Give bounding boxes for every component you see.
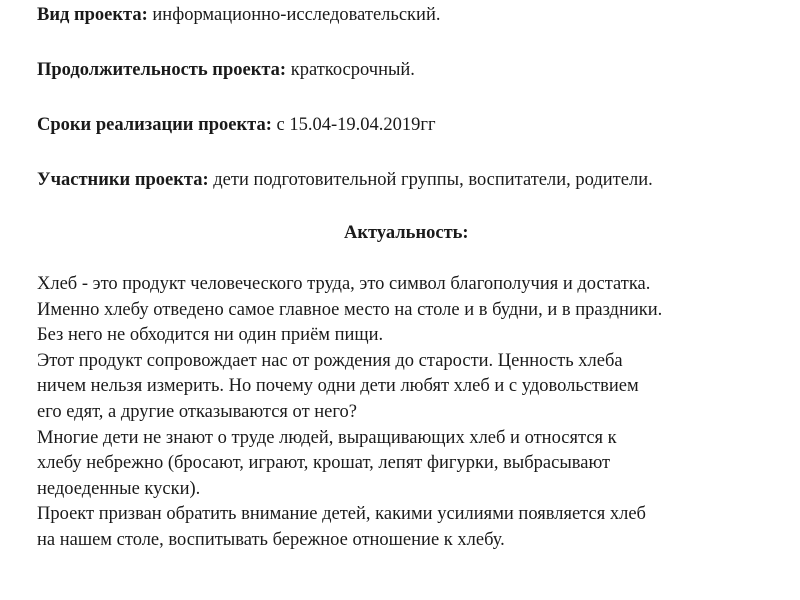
project-duration-label: Продолжительность проекта:: [37, 60, 287, 80]
project-dates-value: с 15.04-19.04.2019гг: [271, 115, 436, 135]
project-type-value: информационно-исследовательский.: [147, 5, 441, 25]
section-heading: Актуальность:: [344, 223, 469, 243]
body-line: хлебу небрежно (бросают, играют, крошат, лепят фигурки, выбрасывают: [37, 453, 611, 474]
project-participants-line: [37, 167, 790, 193]
section-body: [37, 272, 790, 554]
body-line: на нашем столе, воспитывать бережное отношение к хлебу.: [37, 529, 505, 550]
project-type-line: [37, 2, 790, 28]
body-line: Хлеб - это продукт человеческого труда, это символ благополучия и достатка.: [37, 274, 651, 294]
body-line: Проект призван обратить внимание детей, какими усилиями появляется хлеб: [37, 504, 646, 525]
project-participants-value: дети подготовительной группы, воспитатели, родители.: [208, 170, 653, 190]
project-duration-value: краткосрочный.: [286, 60, 415, 80]
body-line: Именно хлебу отведено самое главное место на столе и в будни, и в праздники.: [37, 299, 663, 320]
body-line: недоеденные куски).: [37, 478, 201, 499]
project-dates-label: Сроки реализации проекта:: [37, 115, 272, 135]
body-line: Многие дети не знают о труде людей, выращивающих хлеб и относятся к: [37, 427, 617, 448]
project-duration-line: [37, 57, 790, 83]
body-line: ничем нельзя измерить. Но почему одни дети любят хлеб и с удовольствием: [37, 376, 639, 397]
body-line: Этот продукт сопровождает нас от рождения до старости. Ценность хлеба: [37, 350, 623, 371]
project-dates-line: [37, 112, 790, 138]
project-participants-label: Участники проекта:: [37, 170, 209, 190]
body-line: Без него не обходится ни один приём пищи.: [37, 325, 384, 346]
body-line: его едят, а другие отказываются от него?: [37, 401, 357, 422]
project-type-label: Вид проекта:: [37, 5, 148, 25]
